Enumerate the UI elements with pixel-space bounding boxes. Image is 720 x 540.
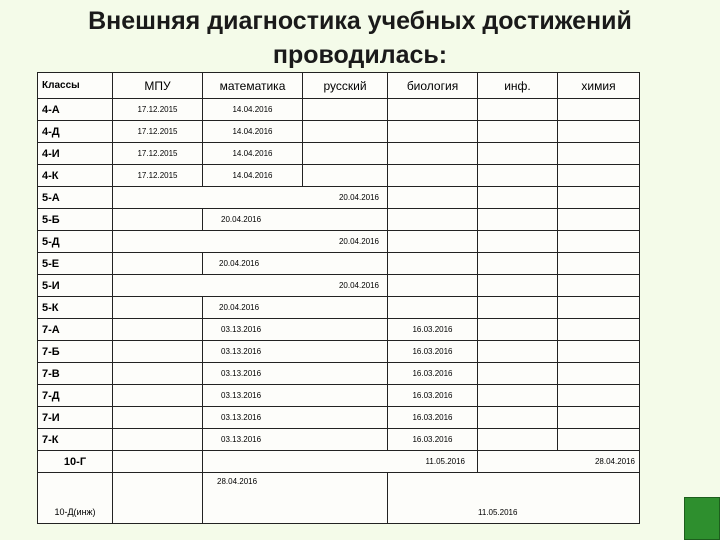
biology-cell (388, 187, 478, 209)
class-cell: 7-К (38, 429, 113, 451)
title-line-1: Внешняя диагностика учебных достижений (88, 7, 632, 35)
mpu-cell (113, 407, 203, 429)
math-date: 28.04.2016 (217, 477, 258, 486)
informatics-cell (478, 121, 558, 143)
mpu-cell (113, 473, 203, 524)
biology-cell: 16.03.2016 (388, 341, 478, 363)
chemistry-cell (558, 363, 640, 385)
table-row (38, 341, 640, 363)
biology-cell (388, 253, 478, 275)
header-row (38, 73, 640, 99)
class-cell: 7-Д (38, 385, 113, 407)
biology-cell (388, 165, 478, 187)
biology-cell: 16.03.2016 (388, 385, 478, 407)
informatics-date: 11.05.2016 (478, 508, 518, 517)
table-row (38, 363, 640, 385)
math-cell: 03.13.2016 (203, 341, 388, 363)
mpu-cell (113, 319, 203, 341)
mpu-cell: 17.12.2015 (113, 165, 203, 187)
math-cell: 03.13.2016 (203, 385, 388, 407)
math-cell: 03.13.2016 (203, 407, 388, 429)
chemistry-cell (558, 165, 640, 187)
page-title (0, 4, 720, 72)
table-row (38, 231, 640, 253)
math-date: 20.04.2016 (221, 215, 262, 224)
chemistry-cell (558, 429, 640, 451)
header-classes: Классы (38, 73, 113, 99)
table-row (38, 407, 640, 429)
class-cell: 4-А (38, 99, 113, 121)
table-row (38, 451, 640, 473)
merged-cell (203, 297, 388, 319)
header-math: математика (203, 73, 303, 99)
merged-cell (478, 451, 640, 473)
class-cell: 10-Д(инж) (38, 473, 113, 524)
mpu-cell (113, 451, 203, 473)
mpu-cell (113, 209, 203, 231)
math-cell: 03.13.2016 (203, 429, 388, 451)
class-cell: 5-Б (38, 209, 113, 231)
math-cell: 03.13.2016 (203, 363, 388, 385)
mpu-cell (113, 253, 203, 275)
table-row (38, 187, 640, 209)
russian-cell (303, 143, 388, 165)
informatics-cell (478, 253, 558, 275)
mpu-cell: 17.12.2015 (113, 121, 203, 143)
merged-cell (203, 209, 388, 231)
table-row (38, 275, 640, 297)
biology-cell: 16.03.2016 (388, 319, 478, 341)
merged-cell (203, 253, 388, 275)
chemistry-cell (558, 341, 640, 363)
biology-cell: 16.03.2016 (388, 363, 478, 385)
informatics-cell (478, 385, 558, 407)
math-cell: 14.04.2016 (203, 143, 303, 165)
math-cell: 14.04.2016 (203, 99, 303, 121)
informatics-cell (478, 275, 558, 297)
informatics-cell (478, 363, 558, 385)
table-row (38, 297, 640, 319)
class-cell: 5-А (38, 187, 113, 209)
table-row (38, 121, 640, 143)
table-row (38, 473, 640, 524)
merged-cell (203, 473, 388, 524)
mpu-cell (113, 297, 203, 319)
class-cell: 10-Г (38, 451, 113, 473)
chemistry-cell (558, 99, 640, 121)
chemistry-cell (558, 231, 640, 253)
diagnostics-table (37, 72, 640, 524)
chemistry-cell (558, 143, 640, 165)
informatics-cell (478, 429, 558, 451)
merged-cell (203, 451, 478, 473)
header-chemistry: химия (558, 73, 640, 99)
informatics-cell (478, 99, 558, 121)
russian-date: 20.04.2016 (338, 193, 379, 202)
chemistry-cell (558, 121, 640, 143)
chemistry-cell (558, 253, 640, 275)
class-cell: 5-К (38, 297, 113, 319)
russian-cell (303, 99, 388, 121)
merged-cell (113, 231, 388, 253)
slide-nav-button[interactable] (684, 497, 720, 540)
chemistry-cell (558, 407, 640, 429)
table-row (38, 429, 640, 451)
biology-date: 11.05.2016 (425, 457, 465, 466)
header-informatics: инф. (478, 73, 558, 99)
chemistry-cell (558, 385, 640, 407)
russian-cell (303, 121, 388, 143)
biology-cell (388, 121, 478, 143)
table-row (38, 99, 640, 121)
biology-cell (388, 275, 478, 297)
class-cell: 5-И (38, 275, 113, 297)
mpu-cell (113, 363, 203, 385)
chemistry-cell (558, 319, 640, 341)
class-cell: 7-И (38, 407, 113, 429)
biology-cell (388, 231, 478, 253)
math-cell: 03.13.2016 (203, 319, 388, 341)
merged-cell (113, 187, 388, 209)
header-biology: биология (388, 73, 478, 99)
informatics-cell (478, 165, 558, 187)
mpu-cell (113, 385, 203, 407)
merged-cell (113, 275, 388, 297)
table-row (38, 209, 640, 231)
header-russian: русский (303, 73, 388, 99)
class-cell: 7-Б (38, 341, 113, 363)
table-row (38, 253, 640, 275)
chemistry-cell (558, 297, 640, 319)
math-date: 20.04.2016 (219, 259, 260, 268)
informatics-cell (478, 341, 558, 363)
biology-cell (388, 99, 478, 121)
russian-date: 20.04.2016 (338, 281, 379, 290)
informatics-cell (478, 187, 558, 209)
class-cell: 4-К (38, 165, 113, 187)
table-row (38, 143, 640, 165)
merged-cell (388, 473, 640, 524)
table-row (38, 319, 640, 341)
mpu-cell: 17.12.2015 (113, 143, 203, 165)
biology-cell: 16.03.2016 (388, 429, 478, 451)
math-cell: 14.04.2016 (203, 121, 303, 143)
class-cell: 4-Д (38, 121, 113, 143)
mpu-cell (113, 341, 203, 363)
class-cell: 7-А (38, 319, 113, 341)
informatics-cell (478, 407, 558, 429)
chemistry-cell (558, 275, 640, 297)
math-date: 20.04.2016 (219, 303, 260, 312)
biology-cell: 16.03.2016 (388, 407, 478, 429)
table-row (38, 385, 640, 407)
biology-cell (388, 297, 478, 319)
chemistry-date: 28.04.2016 (594, 457, 635, 466)
class-cell: 4-И (38, 143, 113, 165)
mpu-cell: 17.12.2015 (113, 99, 203, 121)
informatics-cell (478, 319, 558, 341)
class-cell: 7-В (38, 363, 113, 385)
chemistry-cell (558, 209, 640, 231)
biology-cell (388, 209, 478, 231)
header-mpu: МПУ (113, 73, 203, 99)
informatics-cell (478, 231, 558, 253)
russian-cell (303, 165, 388, 187)
title-line-2: проводилась: (272, 41, 448, 69)
informatics-cell (478, 209, 558, 231)
informatics-cell (478, 143, 558, 165)
informatics-cell (478, 297, 558, 319)
chemistry-cell (558, 187, 640, 209)
mpu-cell (113, 429, 203, 451)
class-cell: 5-Д (38, 231, 113, 253)
math-cell: 14.04.2016 (203, 165, 303, 187)
biology-cell (388, 143, 478, 165)
class-cell: 5-Е (38, 253, 113, 275)
russian-date: 20.04.2016 (338, 237, 379, 246)
table-row (38, 165, 640, 187)
